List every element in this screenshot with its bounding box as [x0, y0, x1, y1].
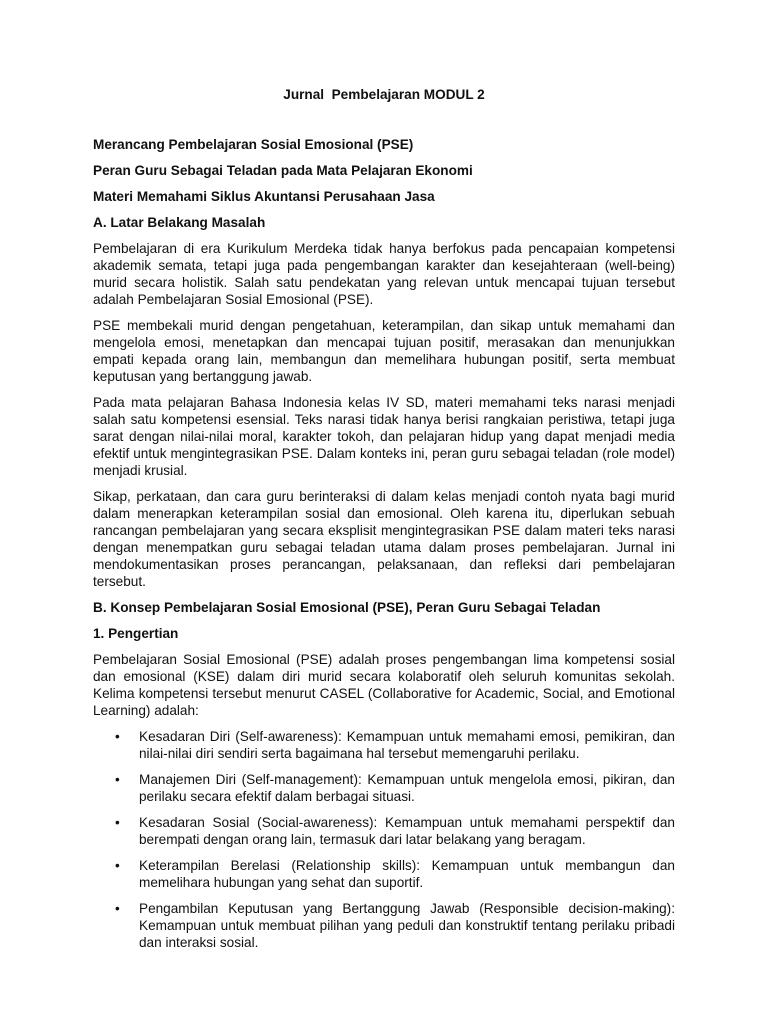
bullet-icon: • — [115, 858, 120, 873]
list-item-text: Keterampilan Berelasi (Relationship skills): Kemampuan untuk membangun dan memelihara hubungan yang sehat dan suportif. — [139, 858, 675, 890]
list-item-text: Pengambilan Keputusan yang Bertanggung Jawab (Responsible decision-making): Kemampuan untuk membuat pilihan yang peduli dan konstruktif tentang perilaku pribadi dan interaksi sosial. — [139, 901, 675, 950]
list-item — [93, 771, 675, 805]
section-a-paragraph-4: Sikap, perkataan, dan cara guru berinteraksi di dalam kelas menjadi contoh nyata bagi murid dalam menerapkan keterampilan sosial dan emosional. Oleh karena itu, diperlukan sebuah rancangan pembelajaran yang secara eksplisit mengintegrasikan PSE dalam materi teks narasi dengan menempatkan guru sebagai teladan utama dalam proses pembelajaran. Jurnal ini mendokumentasikan proses perancangan, pelaksanaan, dan refleksi dari pembelajaran tersebut. — [93, 489, 675, 589]
bullet-icon: • — [115, 815, 120, 830]
section-b-title: B. Konsep Pembelajaran Sosial Emosional (PSE), Peran Guru Sebagai Teladan — [93, 600, 601, 615]
document-page — [93, 86, 675, 960]
heading-teacher-role: Peran Guru Sebagai Teladan pada Mata Pelajaran Ekonomi — [93, 163, 473, 178]
section-a-paragraph-3: Pada mata pelajaran Bahasa Indonesia kelas IV SD, materi memahami teks narasi menjadi salah satu kompetensi esensial. Teks narasi tidak hanya berisi rangkaian peristiwa, tetapi juga sarat dengan nilai-nilai moral, karakter tokoh, dan pelajaran hidup yang dapat menjadi media efektif untuk mengintegrasikan PSE. Dalam konteks ini, peran guru sebagai teladan (role model) menjadi krusial. — [93, 395, 675, 478]
section-b-subtitle: 1. Pengertian — [93, 626, 179, 641]
list-item-text: Kesadaran Sosial (Social-awareness): Kemampuan untuk memahami perspektif dan berempati dengan orang lain, termasuk dari latar belakang yang beragam. — [139, 815, 675, 847]
competency-list — [93, 728, 675, 951]
section-a-paragraph-1: Pembelajaran di era Kurikulum Merdeka tidak hanya berfokus pada pencapaian kompetensi akademik semata, tetapi juga pada pengembangan karakter dan kesejahteraan (well-being) murid secara holistik. Salah satu pendekatan yang relevan untuk mencapai tujuan tersebut adalah Pembelajaran Sosial Emosional (PSE). — [93, 241, 675, 307]
list-item — [93, 900, 675, 951]
section-a-paragraph-2: PSE membekali murid dengan pengetahuan, keterampilan, dan sikap untuk memahami dan mengelola emosi, menetapkan dan mencapai tujuan positif, merasakan dan menunjukkan empati kepada orang lain, membangun dan memelihara hubungan positif, serta membuat keputusan yang bertanggung jawab. — [93, 318, 675, 384]
section-a-title: A. Latar Belakang Masalah — [93, 215, 266, 230]
bullet-icon: • — [115, 901, 120, 916]
list-item-text: Kesadaran Diri (Self-awareness): Kemampuan untuk memahami emosi, pemikiran, dan nilai-nilai diri sendiri serta bagaimana hal tersebut memengaruhi perilaku. — [139, 729, 675, 761]
heading-module-topic: Merancang Pembelajaran Sosial Emosional (PSE) — [93, 137, 414, 152]
list-item — [93, 857, 675, 891]
bullet-icon: • — [115, 772, 120, 787]
document-title: Jurnal Pembelajaran MODUL 2 — [283, 87, 485, 102]
bullet-icon: • — [115, 729, 120, 744]
list-item-text: Manajemen Diri (Self-management): Kemampuan untuk mengelola emosi, pikiran, dan perilaku secara efektif dalam berbagai situasi. — [139, 772, 675, 804]
list-item — [93, 814, 675, 848]
list-item — [93, 728, 675, 762]
section-b-paragraph: Pembelajaran Sosial Emosional (PSE) adalah proses pengembangan lima kompetensi sosial dan emosional (KSE) dalam diri murid secara kolaboratif oleh seluruh komunitas sekolah. Kelima kompetensi tersebut menurut CASEL (Collaborative for Academic, Social, and Emotional Learning) adalah: — [93, 652, 675, 718]
heading-material: Materi Memahami Siklus Akuntansi Perusahaan Jasa — [93, 189, 435, 204]
